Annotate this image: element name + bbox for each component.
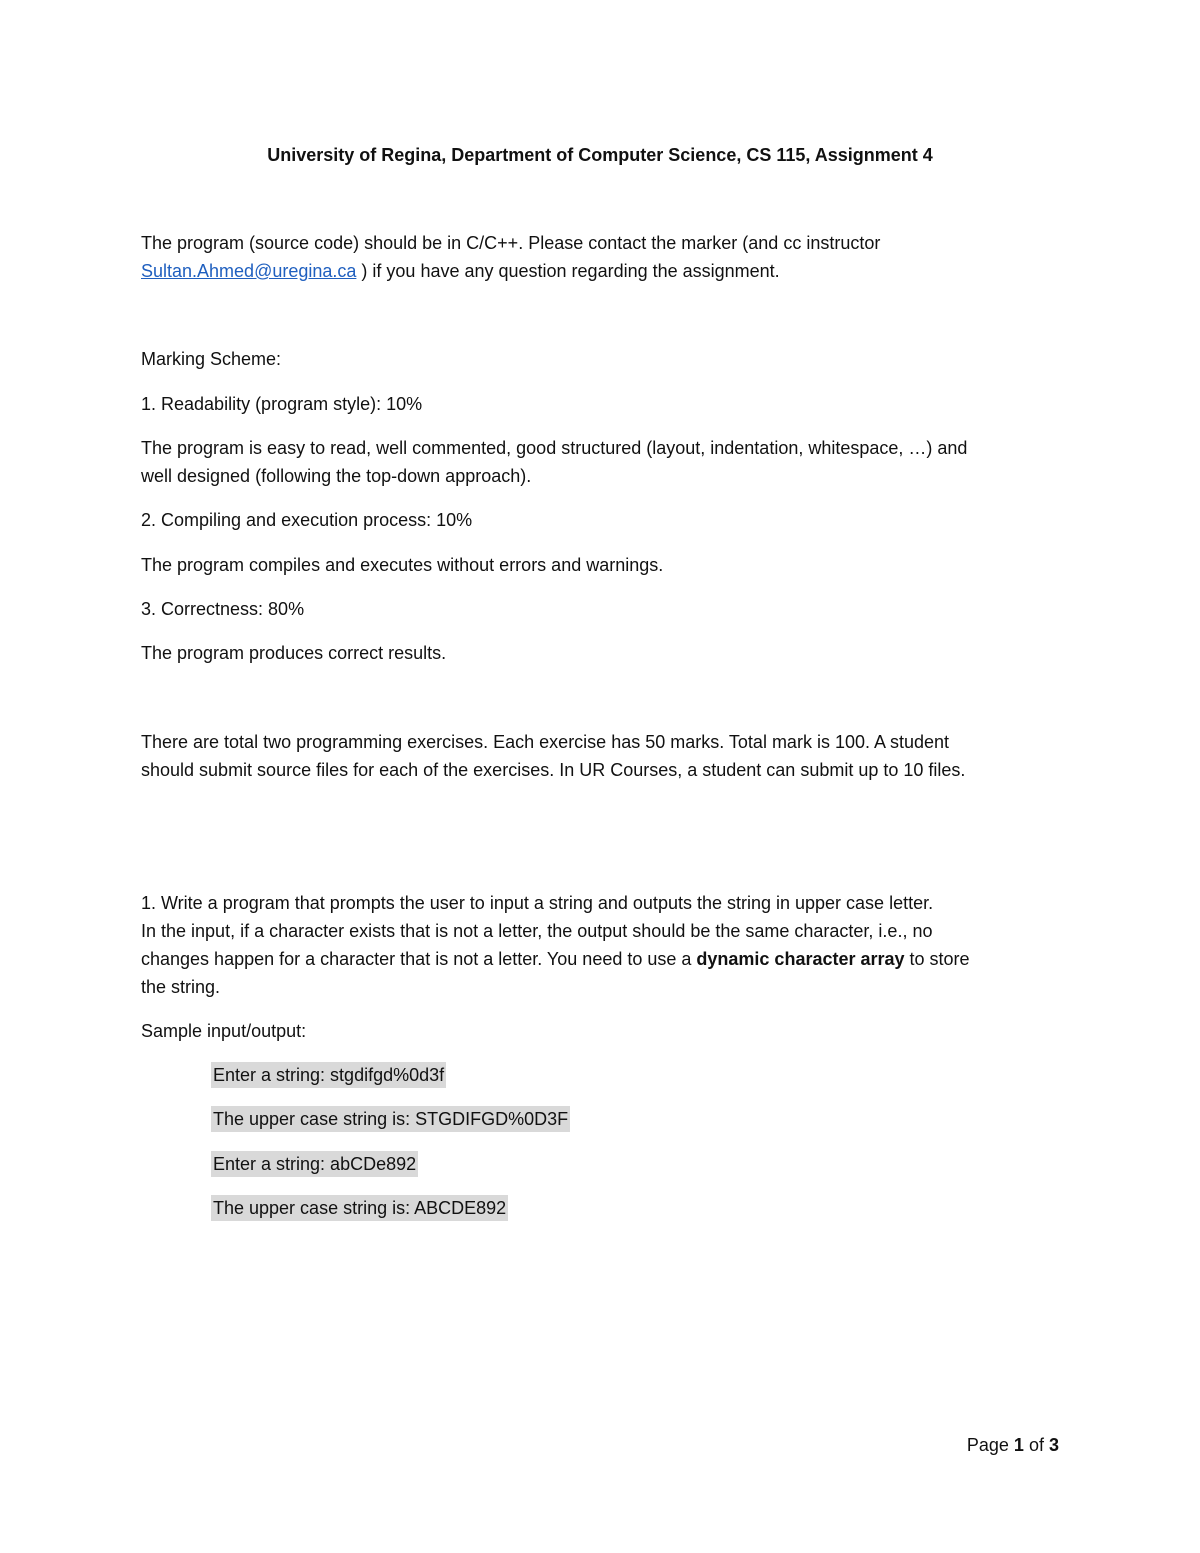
exercise-1-line-2: In the input, if a character exists that is not a letter, the output should be the same character, i.e., no <box>141 921 933 941</box>
summary-line-1: There are total two programming exercises. Each exercise has 50 marks. Total mark is 100. A student <box>141 732 950 752</box>
marking-item-2-heading: 2. Compiling and execution process: 10% <box>141 510 473 530</box>
footer-current-page: 1 <box>1013 1435 1024 1455</box>
instructor-email-link[interactable]: Sultan.Ahmed@uregina.ca <box>141 261 357 281</box>
intro-line-2 <box>141 259 780 283</box>
footer-of-word: of <box>1028 1435 1044 1455</box>
dynamic-array-emphasis: dynamic character array <box>696 949 905 969</box>
exercise-1-line-3-pre: changes happen for a character that is not a letter. You need to use a <box>141 949 697 969</box>
marking-item-1-desc-line-1: The program is easy to read, well commented, good structured (layout, indentation, whitespace, …) and <box>141 438 968 458</box>
footer-page-word: Page <box>966 1435 1009 1455</box>
marking-item-1-desc-line-2: well designed (following the top-down approach). <box>141 466 532 486</box>
intro-line-2-text: ) if you have any question regarding the assignment. <box>361 261 780 281</box>
marking-item-3-heading: 3. Correctness: 80% <box>141 599 305 619</box>
summary-line-2: should submit source files for each of the exercises. In UR Courses, a student can submit up to 10 files. <box>141 760 966 780</box>
exercise-1-line-1: 1. Write a program that prompts the user to input a string and outputs the string in upper case letter. <box>141 893 934 913</box>
marking-scheme-heading: Marking Scheme: <box>141 349 282 369</box>
sample-line: Enter a string: stgdifgd%0d3f <box>211 1062 446 1088</box>
document-title: University of Regina, Department of Computer Science, CS 115, Assignment 4 <box>267 145 933 165</box>
marking-item-2-desc: The program compiles and executes without errors and warnings. <box>141 555 664 575</box>
intro-line-1: The program (source code) should be in C/C++. Please contact the marker (and cc instructor <box>141 233 881 253</box>
exercise-1-line-3-post: to store <box>904 949 970 969</box>
footer-total-pages: 3 <box>1048 1435 1059 1455</box>
sample-io-label: Sample input/output: <box>141 1021 307 1041</box>
sample-line: The upper case string is: STGDIFGD%0D3F <box>211 1106 570 1132</box>
exercise-1-line-4: the string. <box>141 977 221 997</box>
sample-line: Enter a string: abCDe892 <box>211 1151 418 1177</box>
sample-line: The upper case string is: ABCDE892 <box>211 1195 508 1221</box>
exercise-1-line-3 <box>141 947 970 971</box>
marking-item-1-heading: 1. Readability (program style): 10% <box>141 394 423 414</box>
marking-item-3-desc: The program produces correct results. <box>141 643 447 663</box>
page-number-footer <box>967 1433 1059 1457</box>
